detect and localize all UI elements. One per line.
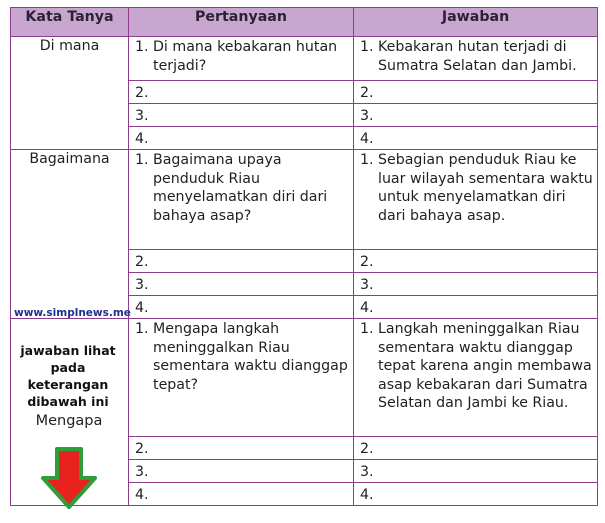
question-number: 2.	[135, 440, 149, 457]
question-text	[153, 486, 349, 505]
answer-number: 4.	[360, 130, 374, 147]
down-arrow-icon	[40, 446, 98, 510]
question-cell	[129, 104, 354, 127]
answer-cell	[354, 319, 598, 437]
question-text	[153, 276, 349, 295]
answer-number: 3.	[360, 107, 374, 124]
header-kata-tanya: Kata Tanya	[11, 8, 129, 37]
question-cell	[129, 437, 354, 460]
answer-cell	[354, 104, 598, 127]
question-text	[153, 440, 349, 459]
answer-text	[378, 130, 593, 149]
answer-text: Langkah meninggalkan Riau sementara waktu dianggap tepat karena angin membawa asap kebakaran dari Sumatra Selatan dan Jambi ke Riau.	[378, 321, 592, 412]
answer-text	[378, 440, 593, 459]
answer-number: 1.	[360, 321, 374, 337]
table-row	[11, 37, 598, 81]
question-cell	[129, 37, 354, 81]
table-header-row	[11, 8, 598, 37]
answer-number: 2.	[360, 440, 374, 457]
answer-cell	[354, 37, 598, 81]
question-number: 1.	[135, 39, 149, 55]
header-pertanyaan: Pertanyaan	[129, 8, 354, 37]
answer-number: 1.	[360, 39, 374, 55]
answer-text: Kebakaran hutan terjadi di Sumatra Selatan dan Jambi.	[378, 39, 577, 74]
answer-cell	[354, 437, 598, 460]
answer-number: 3.	[360, 276, 374, 293]
question-text	[153, 299, 349, 318]
question-number: 2.	[135, 84, 149, 101]
answer-text	[378, 299, 593, 318]
question-text: Mengapa langkah meninggalkan Riau sementara waktu dianggap tepat?	[153, 321, 348, 393]
question-text	[153, 463, 349, 482]
answer-number: 1.	[360, 152, 374, 168]
answer-note: jawaban lihat pada keterangan dibawah ini	[20, 343, 116, 409]
answer-text	[378, 463, 593, 482]
kata-tanya-mengapa: Mengapa	[35, 413, 103, 429]
question-text: Di mana kebakaran hutan terjadi?	[153, 39, 338, 74]
question-cell	[129, 273, 354, 296]
question-text	[153, 84, 349, 103]
answer-cell	[354, 150, 598, 250]
question-number: 4.	[135, 130, 149, 147]
answer-cell	[354, 460, 598, 483]
question-cell	[129, 460, 354, 483]
answer-number: 3.	[360, 463, 374, 480]
answer-cell	[354, 127, 598, 150]
question-cell	[129, 483, 354, 506]
question-cell	[129, 127, 354, 150]
question-cell	[129, 81, 354, 104]
answer-cell	[354, 250, 598, 273]
kata-tanya-cell: Bagaimana	[11, 150, 129, 319]
question-number: 3.	[135, 463, 149, 480]
answer-text	[378, 486, 593, 505]
header-jawaban: Jawaban	[354, 8, 598, 37]
table-row	[11, 150, 598, 250]
answer-number: 2.	[360, 84, 374, 101]
answer-number: 4.	[360, 486, 374, 503]
kata-tanya-cell: Di mana	[11, 37, 129, 150]
question-number: 3.	[135, 276, 149, 293]
answer-text	[378, 276, 593, 295]
question-text	[153, 107, 349, 126]
question-cell	[129, 250, 354, 273]
question-cell	[129, 319, 354, 437]
answer-cell	[354, 296, 598, 319]
answer-number: 2.	[360, 253, 374, 270]
question-number: 3.	[135, 107, 149, 124]
answer-text	[378, 253, 593, 272]
question-answer-table	[10, 7, 598, 506]
answer-text: Sebagian penduduk Riau ke luar wilayah sementara waktu untuk menyelamatkan diri dari bahaya asap.	[378, 152, 593, 224]
question-text	[153, 253, 349, 272]
answer-cell	[354, 483, 598, 506]
question-number: 1.	[135, 321, 149, 337]
answer-text	[378, 84, 593, 103]
answer-cell	[354, 273, 598, 296]
question-text: Bagaimana upaya penduduk Riau menyelamatkan diri dari bahaya asap?	[153, 152, 328, 224]
watermark-text: www.simplnews.me	[14, 307, 131, 319]
question-cell	[129, 296, 354, 319]
answer-text	[378, 107, 593, 126]
question-number: 2.	[135, 253, 149, 270]
question-number: 4.	[135, 486, 149, 503]
question-number: 1.	[135, 152, 149, 168]
question-text	[153, 130, 349, 149]
question-number: 4.	[135, 299, 149, 316]
question-cell	[129, 150, 354, 250]
answer-number: 4.	[360, 299, 374, 316]
answer-cell	[354, 81, 598, 104]
